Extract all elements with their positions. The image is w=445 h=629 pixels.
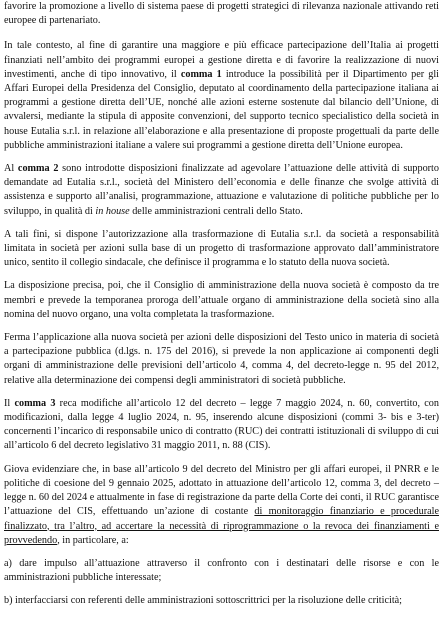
- paragraph-trasformazione: A tali fini, si dispone l’autorizzazione alla trasformazione di Eutalia s.r.l. da società a responsabilità limitata in società per azioni sulla base di un progetto di trasformazione approvato dall’amministratore unico, sentito il collegio sindacale, che definisce il programma e lo statuto della nuova società.: [4, 228, 439, 269]
- text-run: In tale contesto, al fine di garantire una maggiore e più efficace partecipazione dell’Italia ai progetti finanziati nell’ambito dei programmi europei a gestione diretta e di favorire la realizzazione di nuovi investimenti, anche di tipo innovativo, il: [4, 40, 439, 80]
- italic-in-house: in house: [95, 205, 130, 217]
- text-run: delle amministrazioni centrali dello Stato.: [129, 205, 303, 217]
- underlined-text: di monitoraggio finanziario e procedurale finalizzato, tra l’altro, ad accertare la necessità di riprogrammazione o la revoca dei finanziamenti e provvedendo: [4, 506, 439, 546]
- paragraph-ruc: [4, 463, 439, 548]
- text-run: sono introdotte disposizioni finalizzate ad agevolare l’attuazione delle attività di supporto demandate ad Eutalia s.r.l., società del Ministero dell’economia e delle finanze che svolge attività di assistenza e supporto all’analisi, programmazione, attuazione e valutazione di politiche pubbliche per lo sviluppo, in qualità di: [4, 163, 439, 217]
- paragraph-comma-2: [4, 162, 439, 219]
- text-run: Il: [4, 397, 15, 409]
- paragraph-testo-unico: Ferma l’applicazione alla nuova società per azioni delle disposizioni del Testo unico in materia di società a partecipazione pubblica (d.lgs. n. 175 del 2016), si prevede la non applicazione ai componenti degli organi di amministrazione delle previsioni dell’articolo 4, comma 4, del decreto-legge n. 95 del 2012, relative alla determinazione dei compensi degli amministratori di società pubbliche.: [4, 332, 439, 386]
- list-item-b: b) interfacciarsi con referenti delle amministrazioni sottoscrittrici per la risoluzione delle criticità;: [4, 595, 402, 607]
- paragraph-consiglio: La disposizione precisa, poi, che il Consiglio di amministrazione della nuova società è composto da tre membri e prevede la temporanea proroga dell’attuale organo di amministrazione della società sino alla nomina del nuovo organo, una volta completata la trasformazione.: [4, 280, 439, 320]
- text-run: , in particolare, a:: [57, 534, 129, 546]
- text-run: Giova evidenziare che, in base all’articolo 9 del decreto del Ministro per gli affari europei, il PNRR e le politiche di coesione del 9 gennaio 2025, adottato in attuazione dell’articolo 12, comma 3, del decreto – legge n. 60 del 2024 e attualmente in fase di registrazione da parte della Corte dei conti, il RUC garantisce l’attuazione del CIS, effettuando un’azione di costante: [4, 463, 439, 518]
- list-item-a: a) dare impulso all’attuazione attraverso il confronto con i destinatari delle risorse e con le amministrazioni pubbliche interessate;: [4, 557, 439, 584]
- text-run: introduce la possibilità per il Dipartimento per gli Affari Europei della Presidenza del Consiglio, deputato al coordinamento della partecipazione italiana ai programmi a gestione diretta dell’UE, nonché alle azioni esterne sostenute dal bilancio dell’Unione, di avvalersi, mediante la stipula di apposite convenzioni, del supporto tecnico specialistico della società in house Eutalia s.r.l. in relazione all’elaborazione e alla presentazione di proposte progettuali da parte delle pubbliche amministrazioni italiane a valere sui programmi a gestione diretta dell’Unione europea.: [4, 68, 439, 151]
- bold-comma-1: comma 1: [180, 68, 222, 80]
- text-run: Al: [4, 163, 18, 175]
- text-run: reca modifiche all’articolo 12 del decreto – legge 7 maggio 2024, n. 60, convertito, con modificazioni, dalla legge 4 luglio 2024, n. 95, inserendo alcune disposizioni (commi 3- bis e 3-ter) concernenti l’incarico di responsabile unico di contratto (RUC) dei contratti istituzionali di sviluppo di cui all’articolo 6 del decreto legislativo 31 maggio 2011, n. 88 (CIS).: [4, 397, 439, 452]
- paragraph-comma-1: [4, 39, 439, 153]
- bold-comma-2: comma 2: [17, 163, 59, 175]
- bold-comma-3: comma 3: [14, 397, 56, 409]
- paragraph-intro-continuation: favorire la promozione a livello di sistema paese di progetti strategici di rilevanza nazionale attivando reti europee di partenariato.: [4, 1, 439, 27]
- paragraph-comma-3: [4, 397, 439, 454]
